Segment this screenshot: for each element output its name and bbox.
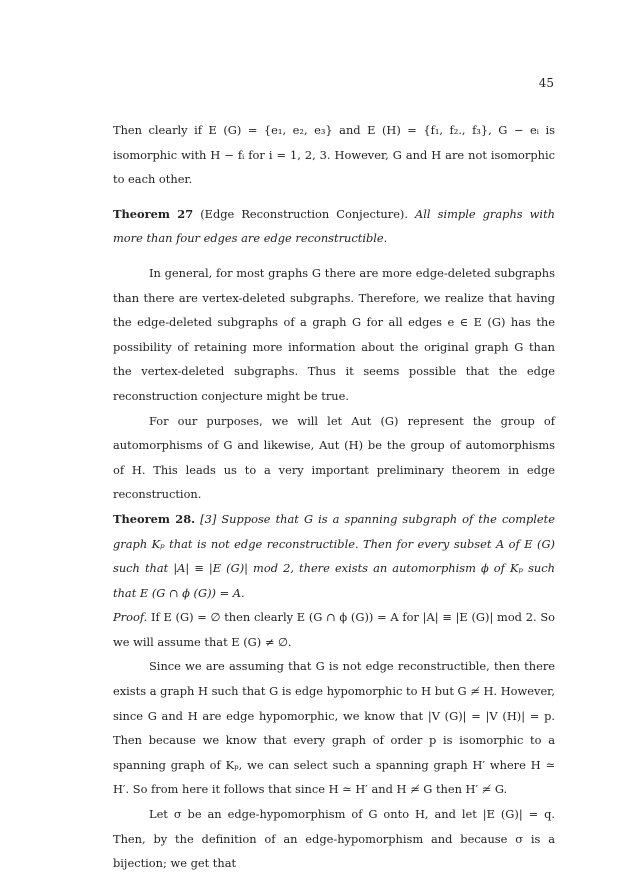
paragraph: Since we are assuming that G is not edge reconstructible, then there exists a graph H such that G is edge hypomorphic to H but G ≄ H. However, since G and H are edge hypomorphic, we know that |V (G)| = |V (H)| = p. Then because we know that every graph of order p is isomorphic to a spanning graph of Kₚ, we can select such a spanning graph H′ where H ≃ H′. So from here it follows that since H ≃ H′ and H ≄ G then H′ ≄ G. <box>113 659 555 797</box>
page-number: 45 <box>538 76 554 90</box>
paragraph: In general, for most graphs G there are more edge-deleted subgraphs than there are vertex-deleted subgraphs. Therefore, we realize that having the edge-deleted subgraphs of a graph G for all edges e ∈ E (G) has the possibility of retaining more information about the original graph G than the vertex-deleted subgraphs. Thus it seems possible that the edge reconstruction conjecture might be true. <box>113 265 555 403</box>
theorem-label: Theorem 27 <box>113 206 194 221</box>
theorem-statement: [3] Suppose that G is a spanning subgraph of the complete graph Kₚ that is not edge reconstructible. Then for every subset A of E (G) such that |A| ≡ |E (G)| mod 2, there exists an automorphism ϕ of Kₚ such that E (G ∩ ϕ (G)) = A. <box>113 511 555 600</box>
proof <box>113 605 555 654</box>
theorem-note: (Edge Reconstruction Conjecture). <box>193 206 416 221</box>
body-text <box>113 118 555 876</box>
theorem-statement: All simple graphs with more than four edges are edge reconstructible. <box>113 206 555 246</box>
proof-text: If E (G) = ∅ then clearly E (G ∩ ϕ (G)) = A for |A| ≡ |E (G)| mod 2. So we will assume that E (G) ≠ ∅. <box>113 610 555 649</box>
theorem-27 <box>113 202 555 251</box>
theorem-label: Theorem 28. <box>113 511 196 526</box>
paragraph: Then clearly if E (G) = {e₁, e₂, e₃} and E (H) = {f₁, f₂., f₃}, G − eᵢ is isomorphic with H − fᵢ for i = 1, 2, 3. However, G and H are not isomorphic to each other. <box>113 123 555 187</box>
proof-label: Proof. <box>113 610 148 625</box>
paragraph: Let σ be an edge-hypomorphism of G onto H, and let |E (G)| = q. Then, by the definition of an edge-hypomorphism and because σ is a bijection; we get that <box>113 807 555 871</box>
paragraph: For our purposes, we will let Aut (G) represent the group of automorphisms of G and likewise, Aut (H) be the group of automorphisms of H. This leads us to a very important preliminary theorem in edge reconstruction. <box>113 413 555 502</box>
theorem-28 <box>113 507 555 605</box>
